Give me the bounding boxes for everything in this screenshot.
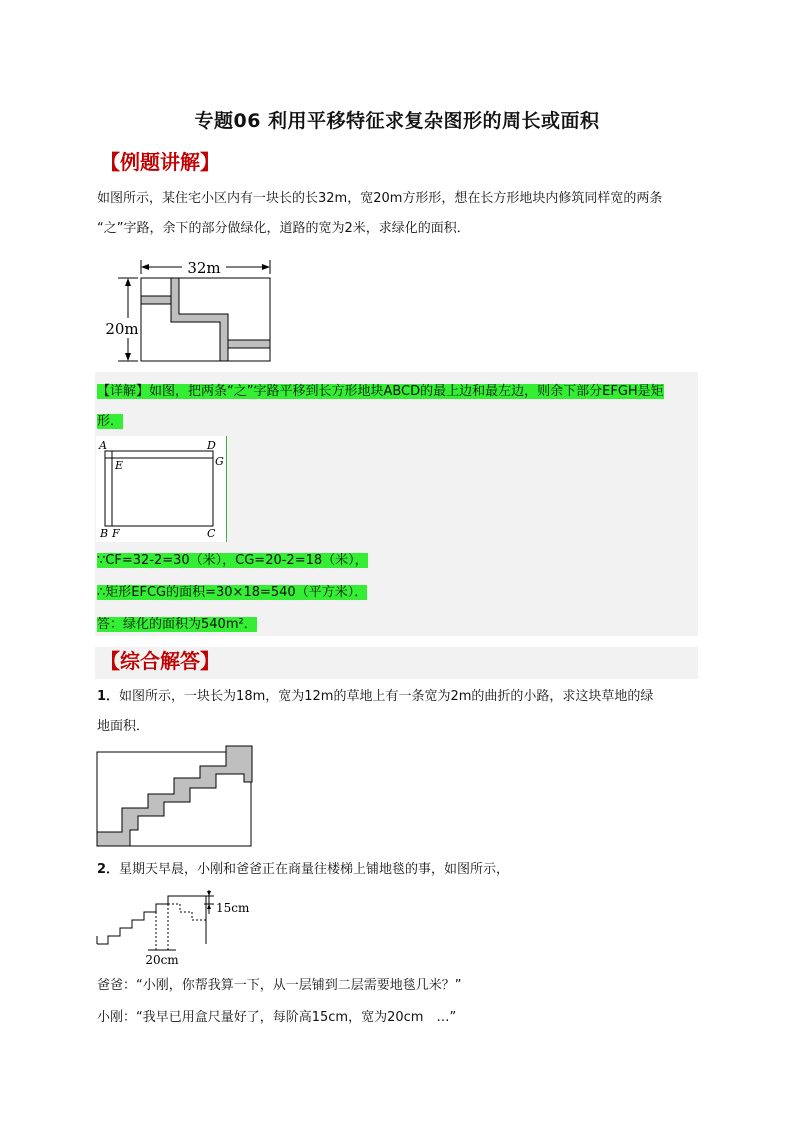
answer-line: 答：绿化的面积为540m²．: [97, 617, 257, 632]
question-2-text: 星期天早晨，小刚和爸爸正在商量往楼梯上铺地毯的事，如图所示，: [119, 862, 510, 877]
figure-staircase-path: [96, 744, 254, 848]
question-1-line-1: [97, 682, 697, 712]
detail-line-2: 形．: [97, 414, 124, 429]
question-2-line-1: [97, 858, 509, 877]
dialogue-dad: 爸爸：“小刚，你帮我算一下，从一层铺到二层需要地毯几米？”: [97, 978, 462, 993]
question-1-number: 1．: [97, 689, 120, 704]
label-e: E: [115, 459, 124, 472]
dialogue-son: 小刚：“我早已用盒尺量好了，每阶高15cm，宽为20cm …”: [97, 1010, 457, 1025]
label-g: G: [215, 455, 224, 468]
label-a: A: [99, 439, 107, 452]
width-label: 20m: [105, 320, 139, 338]
page-title: 专题06 利用平移特征求复杂图形的周长或面积: [194, 110, 600, 132]
example-heading: 【例题讲解】: [100, 150, 220, 174]
question-1-line-2: 地面积．: [97, 719, 150, 734]
example-problem-line-2: “之”字路，余下的部分做绿化，道路的宽为2米，求绿化的面积．: [97, 221, 470, 236]
example-problem-line-1: 如图所示，某住宅小区内有一块长的长32m，宽20m方形形，想在长方形地块内修筑同样宽的两条: [97, 191, 663, 206]
figure-abcd-rectangle: [96, 436, 228, 542]
comprehensive-heading: 【综合解答】: [95, 647, 698, 679]
calc-line-1: ∵CF=32-2=30（米），CG=20-2=18（米），: [97, 553, 368, 568]
step-width-label: 20cm: [145, 953, 179, 966]
calc-line-2: ∴矩形EFCG的面积=30×18=540（平方米）．: [97, 585, 368, 600]
step-height-label: 15cm: [216, 901, 250, 915]
label-c: C: [207, 527, 216, 540]
question-1-text: 如图所示，一块长为18m，宽为12m的草地上有一条宽为2m的曲折的小路，求这块草地的绿: [119, 689, 654, 704]
length-label: 32m: [187, 259, 221, 277]
question-2-number: 2．: [97, 862, 120, 877]
question-1: [97, 682, 697, 742]
label-f: F: [112, 527, 120, 540]
label-b: B: [100, 527, 109, 540]
label-d: D: [207, 439, 216, 452]
example-problem: [97, 184, 697, 244]
figure-stairs: [96, 890, 256, 966]
figure-zigzag-roads: [104, 256, 276, 364]
detail-line-1: 【详解】如图，把两条“之”字路平移到长方形地块ABCD的最上边和最左边，则余下部分EFGH是矩: [97, 384, 664, 399]
